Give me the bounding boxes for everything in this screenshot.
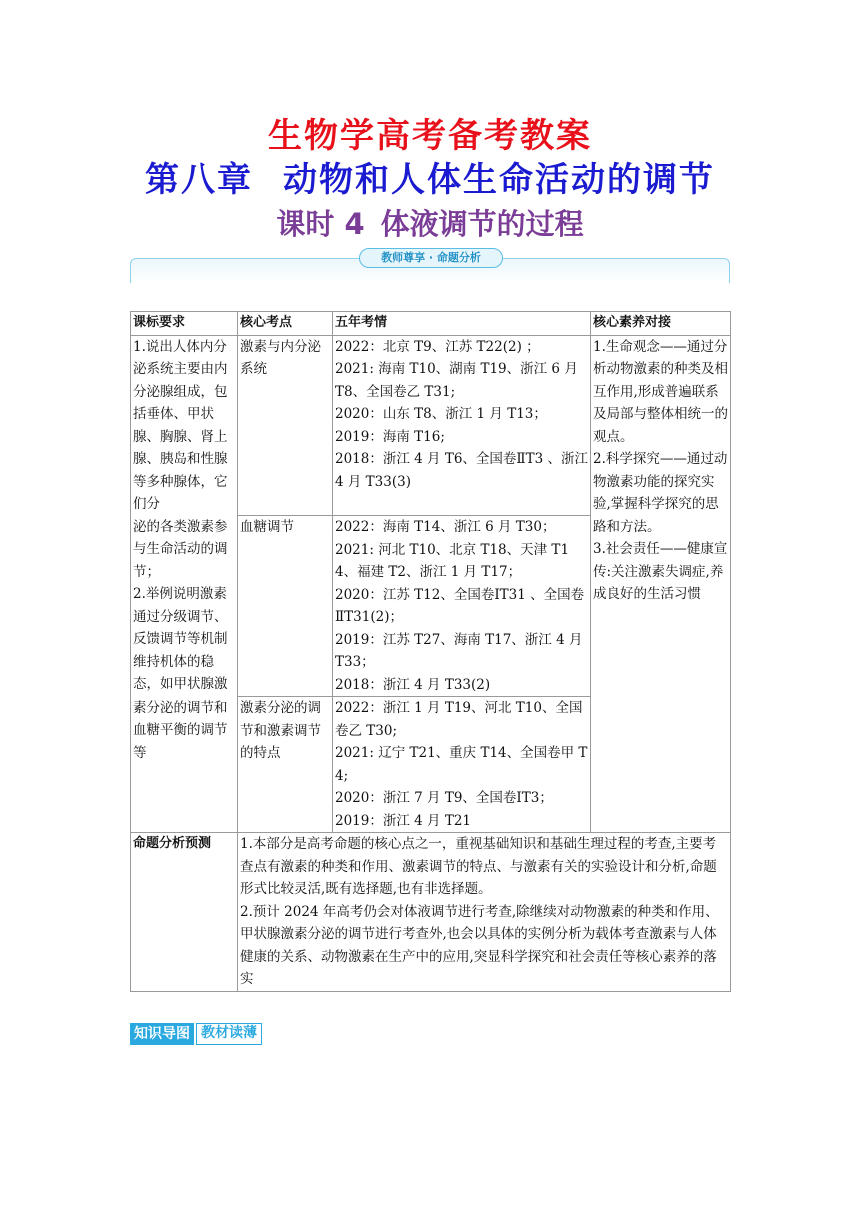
header-topics: 核心考点	[238, 312, 333, 336]
table-row	[131, 335, 731, 516]
section-tag	[130, 1023, 262, 1045]
header-literacy: 核心素养对接	[591, 312, 731, 336]
chapter-name: 动物和人体生命活动的调节	[283, 160, 715, 200]
exam-line: 2019：海南 T16;	[335, 428, 445, 445]
header-requirements: 课标要求	[131, 312, 238, 336]
exam-line: 2019：浙江 4 月 T21	[335, 812, 472, 829]
exam-line: 2020：浙江 7 月 T9、全国卷ⅠT3；	[335, 790, 553, 806]
requirements-cell: 1.说出人体内分泌系统主要由内分泌腺组成，包括垂体、甲状腺、胸腺、肾上腺、胰岛和性腺等多种腺体，它们分	[131, 335, 238, 516]
forecast-cell	[238, 833, 731, 992]
exam-line: 2021: 辽宁 T21、重庆 T14、全国卷甲 T4;	[335, 745, 588, 784]
requirements-cell	[131, 516, 238, 697]
exam-line: 2020：江苏 T12、全国卷ⅠT31 、全国卷ⅡT31(2)；	[335, 586, 585, 625]
exam-line: 2022：海南 T14、浙江 6 月 T30；	[335, 519, 556, 535]
requirements-text: 2.举例说明激素通过分级调节、反馈调节等机制维持机体的稳态，如甲状腺激	[133, 586, 228, 692]
exam-line: 2018：浙江 4 月 T33(2)	[335, 676, 491, 693]
exam-line: 2019：江苏 T27、海南 T17、浙江 4 月 T33；	[335, 631, 583, 670]
requirements-text: 泌的各类激素参与生命活动的调节；	[133, 518, 228, 580]
exam-line: 2018：浙江 4 月 T6、全国卷ⅡT3 、浙江 4 月 T33(3)	[335, 451, 588, 490]
topic-cell: 激素与内分泌系统	[238, 335, 333, 516]
literacy-item: 3.社会责任——健康宣传:关注激素失调症,养成良好的生活习惯	[593, 541, 728, 602]
doc-title: 生物学高考备考教案	[268, 116, 592, 156]
forecast-item: 2.预计 2024 年高考仍会对体液调节进行考查,除继续对动物激素的种类和作用、甲状腺激素分泌的调节进行考查外,也会以具体的实例分析为载体考查激素与人体健康的关系、动物激素在生产中的应用,突显科学探究和社会责任等核心素养的落实	[240, 903, 719, 987]
exam-line: 2022：浙江 1 月 T19、河北 T10、全国卷乙 T30;	[335, 700, 583, 739]
exam-cell	[333, 697, 591, 833]
topic-cell: 血糖调节	[238, 516, 333, 697]
lesson-number: 课时 4	[276, 207, 365, 241]
literacy-cell	[591, 335, 731, 833]
chapter-number: 第八章	[145, 160, 253, 200]
forecast-row	[131, 833, 731, 992]
exam-line: 2021: 河北 T10、北京 T18、天津 T14、福建 T2、浙江 1 月 T17；	[335, 541, 570, 580]
lesson-title	[0, 202, 860, 243]
requirements-cell: 素分泌的调节和血糖平衡的调节等	[131, 697, 238, 833]
forecast-item: 1.本部分是高考命题的核心点之一，重视基础知识和基础生理过程的考查,主要考查点有激素的种类和作用、激素调节的特点、与激素有关的实验设计和分析,命题形式比较灵活,既有选择题,也有非选择题。	[240, 836, 717, 897]
topic-cell: 激素分泌的调节和激素调节的特点	[238, 697, 333, 833]
exam-cell	[333, 335, 591, 516]
exam-line: 2021: 海南 T10、湖南 T19、浙江 6 月 T8、全国卷乙 T31;	[335, 361, 578, 400]
literacy-item: 2.科学探究——通过动物激素功能的探究实验,掌握科学探究的思路和方法。	[593, 451, 728, 535]
forecast-label: 命题分析预测	[131, 833, 238, 992]
banner-label: 教师尊享 · 命题分析	[359, 248, 503, 268]
teacher-banner	[130, 248, 730, 282]
exam-line: 2022：北京 T9、江苏 T22(2) ；	[335, 338, 540, 355]
tag-knowledge-map: 知识导图	[130, 1023, 194, 1045]
table-header-row	[131, 312, 731, 336]
lesson-name: 体液调节的过程	[380, 207, 584, 241]
exam-line: 2020：山东 T8、浙江 1 月 T13；	[335, 406, 547, 422]
exam-cell	[333, 516, 591, 697]
header-exams: 五年考情	[333, 312, 591, 336]
chapter-title	[0, 152, 860, 201]
analysis-table	[130, 311, 731, 992]
literacy-item: 1.生命观念——通过分析动物激素的种类及相互作用,形成普遍联系及局部与整体相统一的观点。	[593, 338, 728, 445]
tag-textbook: 教材读薄	[196, 1023, 262, 1045]
